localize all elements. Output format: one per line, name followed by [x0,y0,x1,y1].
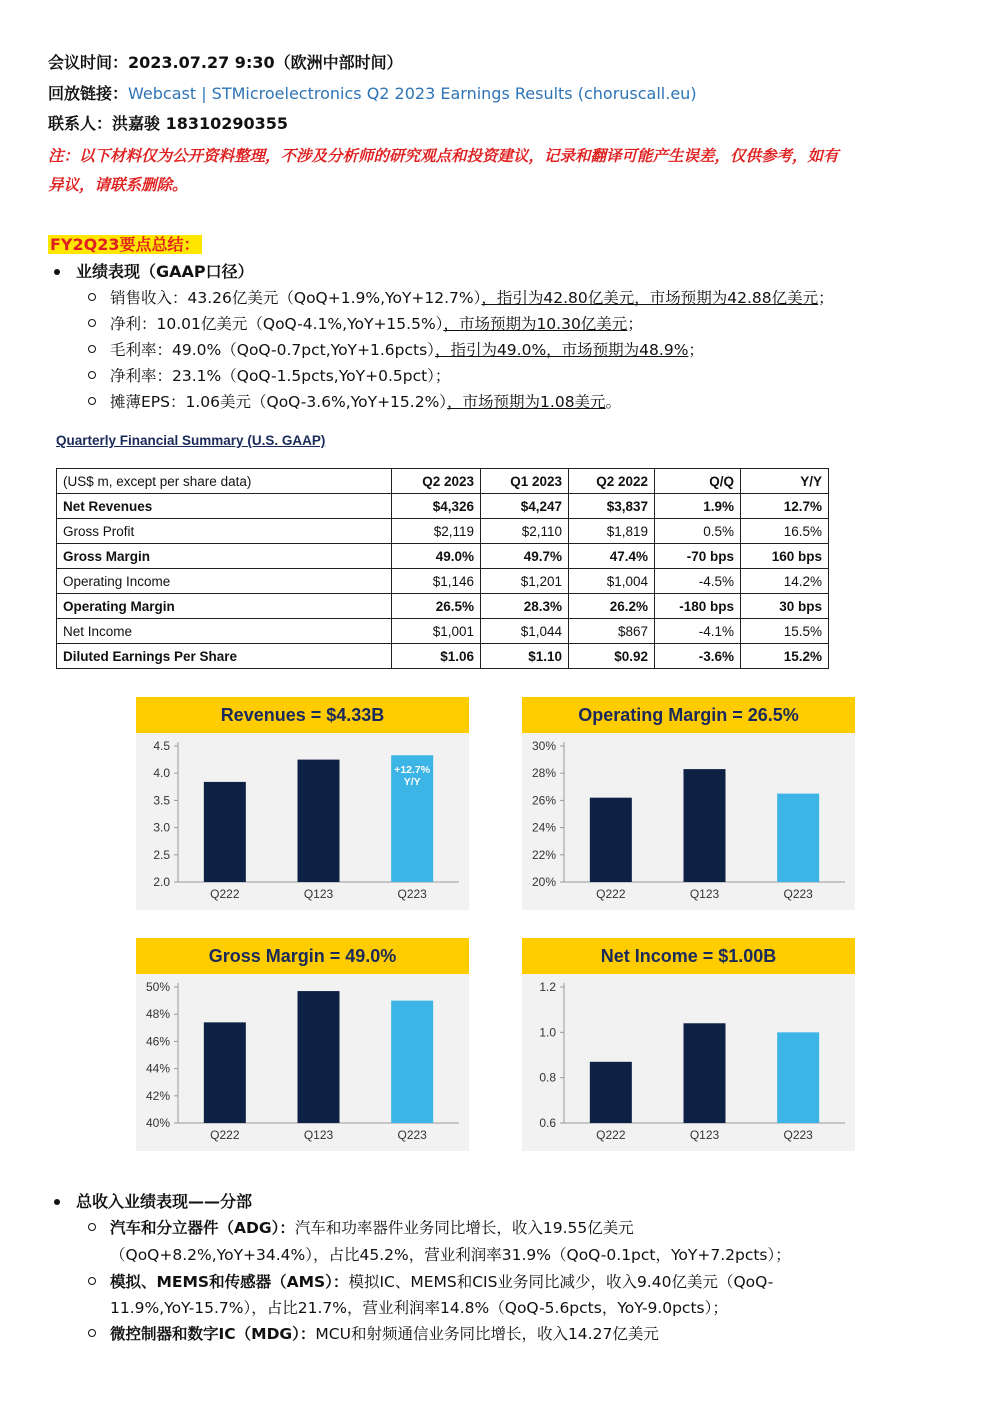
summary-title: FY2Q23要点总结： [50,235,200,254]
y-tick-label: 40% [145,1116,170,1130]
disclaimer-line-1: 注：以下材料仅为公开资料整理，不涉及分析师的研究观点和投资建议，记录和翻译可能产生误差，仅供参考，如有 [48,147,839,165]
bullet-dot-icon [54,269,60,275]
table-row [57,619,829,644]
segment-ams-text: 模拟IC、MEMS和CIS业务同比减少，收入9.40亿美元（QoQ- [348,1273,774,1291]
table-cell: 15.5% [741,619,829,644]
table-cell: -4.1% [655,619,741,644]
table-cell: $1,819 [569,519,655,544]
table-cell: 0.5% [655,519,741,544]
x-tick-label: Q222 [210,887,240,901]
table-cell: 28.3% [481,594,569,619]
table-cell: Operating Income [57,569,392,594]
y-tick-label: 28% [531,766,556,781]
y-tick-label: 3.0 [153,820,170,835]
contact-line [48,113,288,135]
table-cell: 26.5% [392,594,481,619]
chart-title: Operating Margin = 26.5% [522,697,855,733]
y-tick-label: 24% [531,820,556,835]
segments-title: 总收入业绩表现——分部 [76,1192,253,1211]
y-tick-label: 30% [531,739,556,753]
item-end-text: ； [688,341,704,359]
y-tick-label: 2.5 [153,847,170,862]
bar [590,798,632,882]
x-tick-label: Q222 [596,1128,626,1142]
operating-margin-chart-plot [522,733,855,910]
table-cell: $1,146 [392,569,481,594]
meeting-time-value: 2023.07.27 9:30（欧洲中部时间） [128,53,403,72]
section-performance-title: 业绩表现（GAAP口径） [76,262,254,281]
net-income-chart-plot [522,974,855,1151]
bar [777,794,819,882]
table-title: Quarterly Financial Summary (U.S. GAAP) [56,433,326,448]
segment-adg-line-2: （QoQ+8.2%,YoY+34.4%），占比45.2%，营业利润率31.9%（QoQ-0.1pct，YoY+7.2pcts）； [110,1246,791,1264]
table-header-cell: (US$ m, except per share data) [57,469,392,494]
chart-title: Net Income = $1.00B [522,938,855,974]
item-extra-text: ，指引为42.80亿美元，市场预期为42.88亿美元 [481,289,819,307]
bullet-ring-icon [88,293,96,301]
table-header-cell: Q1 2023 [481,469,569,494]
segment-adg-label: 汽车和分立器件（ADG）： [110,1219,295,1237]
x-tick-label: Q123 [303,887,334,901]
segment-mdg-label: 微控制器和数字IC（MDG）： [110,1325,316,1343]
table-header-cell: Q2 2023 [392,469,481,494]
x-tick-label: Q123 [303,1128,334,1142]
table-cell: 15.2% [741,644,829,669]
operating-margin-chart [522,697,855,910]
summary-item-net-margin [110,365,450,387]
table-cell: 49.0% [392,544,481,569]
table-cell: Gross Margin [57,544,392,569]
y-tick-label: 50% [145,980,170,994]
table-cell: Diluted Earnings Per Share [57,644,392,669]
segment-mdg-text: MCU和射频通信业务同比增长，收入14.27亿美元 [315,1325,659,1343]
bar-annotation: Y/Y [403,776,421,789]
item-main-text: 毛利率：49.0%（QoQ-0.7pct,YoY+1.6pcts） [110,341,435,359]
table-cell: -180 bps [655,594,741,619]
table-cell: -70 bps [655,544,741,569]
table-cell: $1,004 [569,569,655,594]
meeting-time-line [48,52,403,74]
table-header-cell: Q/Q [655,469,741,494]
x-tick-label: Q123 [689,887,720,901]
bar-annotation: +12.7% [394,764,431,777]
y-tick-label: 26% [531,793,556,808]
bullet-ring-icon [88,1223,96,1231]
table-cell: $1,201 [481,569,569,594]
contact-label: 联系人： [48,114,113,133]
y-tick-label: 0.8 [539,1070,556,1085]
table-cell: $4,326 [392,494,481,519]
table-cell: 12.7% [741,494,829,519]
item-main-text: 净利：10.01亿美元（QoQ-4.1%,YoY+15.5%） [110,315,444,333]
x-tick-label: Q223 [397,1128,427,1142]
y-tick-label: 4.0 [153,766,170,781]
bullet-dot-icon [54,1199,60,1205]
x-tick-label: Q223 [397,887,427,901]
bar [204,782,246,882]
bullet-ring-icon [88,1329,96,1337]
disclaimer-line-2: 异议，请联系删除。 [48,176,188,194]
financial-summary-table [56,468,829,669]
table-cell: $1,044 [481,619,569,644]
gross-margin-chart [136,938,469,1151]
bullet-ring-icon [88,319,96,327]
table-cell: $0.92 [569,644,655,669]
table-cell: $1.10 [481,644,569,669]
item-end-text: ； [627,315,643,333]
summary-item-net-income [110,313,643,335]
replay-link-line [48,83,697,105]
table-cell: 1.9% [655,494,741,519]
x-tick-label: Q223 [783,887,813,901]
bar [684,1023,726,1123]
table-cell: 16.5% [741,519,829,544]
table-header-row [57,469,829,494]
replay-link[interactable]: Webcast | STMicroelectronics Q2 2023 Earnings Results (choruscall.eu) [128,84,697,103]
chart-title: Revenues = $4.33B [136,697,469,733]
segment-ams-label: 模拟、MEMS和传感器（AMS）： [110,1273,349,1291]
table-cell: Net Income [57,619,392,644]
table-cell: $3,837 [569,494,655,519]
replay-link-label: 回放链接： [48,84,129,103]
revenues-chart-plot [136,733,469,910]
item-main-text: 销售收入：43.26亿美元（QoQ+1.9%,YoY+12.7%） [110,289,482,307]
y-tick-label: 20% [531,875,556,889]
table-row [57,519,829,544]
item-main-text: 摊薄EPS：1.06美元（QoQ-3.6%,YoY+15.2%） [110,393,448,411]
bullet-ring-icon [88,345,96,353]
contact-value: 洪嘉骏 18310290355 [112,114,289,133]
y-tick-label: 1.2 [539,980,556,994]
table-cell: -3.6% [655,644,741,669]
table-header-cell: Y/Y [741,469,829,494]
table-cell: $1,001 [392,619,481,644]
table-row [57,644,829,669]
table-header-cell: Q2 2022 [569,469,655,494]
segment-ams-line-1 [110,1271,773,1293]
y-tick-label: 4.5 [153,739,170,753]
bar [391,1001,433,1123]
y-tick-label: 22% [531,847,556,862]
table-row [57,494,829,519]
y-tick-label: 2.0 [153,875,170,889]
bullet-ring-icon [88,397,96,405]
table-cell: 30 bps [741,594,829,619]
table-row [57,594,829,619]
table-cell: 160 bps [741,544,829,569]
table-cell: 26.2% [569,594,655,619]
bullet-ring-icon [88,1277,96,1285]
x-tick-label: Q222 [596,887,626,901]
gross-margin-chart-plot [136,974,469,1151]
segment-adg-text: 汽车和功率器件业务同比增长，收入19.55亿美元 [294,1219,634,1237]
y-tick-label: 46% [145,1034,170,1049]
table-cell: $2,110 [481,519,569,544]
table-cell: Net Revenues [57,494,392,519]
item-end-text: ； [818,289,834,307]
segment-mdg-line-1 [110,1323,659,1345]
table-row [57,569,829,594]
bar [298,991,340,1123]
x-tick-label: Q223 [783,1128,813,1142]
table-cell: 47.4% [569,544,655,569]
bar [684,769,726,882]
summary-item-revenue [110,287,834,309]
summary-item-gross-margin [110,339,704,361]
table-cell: $2,119 [392,519,481,544]
y-tick-label: 0.6 [539,1116,556,1130]
bullet-ring-icon [88,371,96,379]
bar [777,1032,819,1123]
table-cell: 49.7% [481,544,569,569]
x-tick-label: Q222 [210,1128,240,1142]
segment-ams-line-2: 11.9%,YoY-15.7%），占比21.7%，营业利润率14.8%（QoQ-5.6pcts，YoY-9.0pcts）； [110,1299,728,1317]
bar [204,1022,246,1123]
bar [590,1062,632,1123]
table-cell: Gross Profit [57,519,392,544]
y-tick-label: 3.5 [153,793,170,808]
item-extra-text: ，指引为49.0%，市场预期为48.9% [434,341,689,359]
summary-title-line [48,234,202,256]
summary-item-eps [110,391,621,413]
y-tick-label: 42% [145,1088,170,1103]
net-income-chart [522,938,855,1151]
chart-title: Gross Margin = 49.0% [136,938,469,974]
y-tick-label: 1.0 [539,1025,556,1040]
item-end-text: 。 [605,393,622,411]
y-tick-label: 48% [145,1007,170,1022]
table-cell: $1.06 [392,644,481,669]
item-extra-text: ，市场预期为1.08美元 [447,393,606,411]
item-main-text: 净利率：23.1%（QoQ-1.5pcts,YoY+0.5pct）； [110,367,451,385]
meeting-time-label: 会议时间： [48,53,129,72]
y-tick-label: 44% [145,1061,170,1076]
table-cell: $867 [569,619,655,644]
segment-adg-line-1 [110,1217,634,1239]
table-cell: 14.2% [741,569,829,594]
bar [298,760,340,882]
x-tick-label: Q123 [689,1128,720,1142]
table-cell: Operating Margin [57,594,392,619]
item-extra-text: ，市场预期为10.30亿美元 [443,315,628,333]
table-cell: -4.5% [655,569,741,594]
table-cell: $4,247 [481,494,569,519]
revenues-chart [136,697,469,910]
table-row [57,544,829,569]
